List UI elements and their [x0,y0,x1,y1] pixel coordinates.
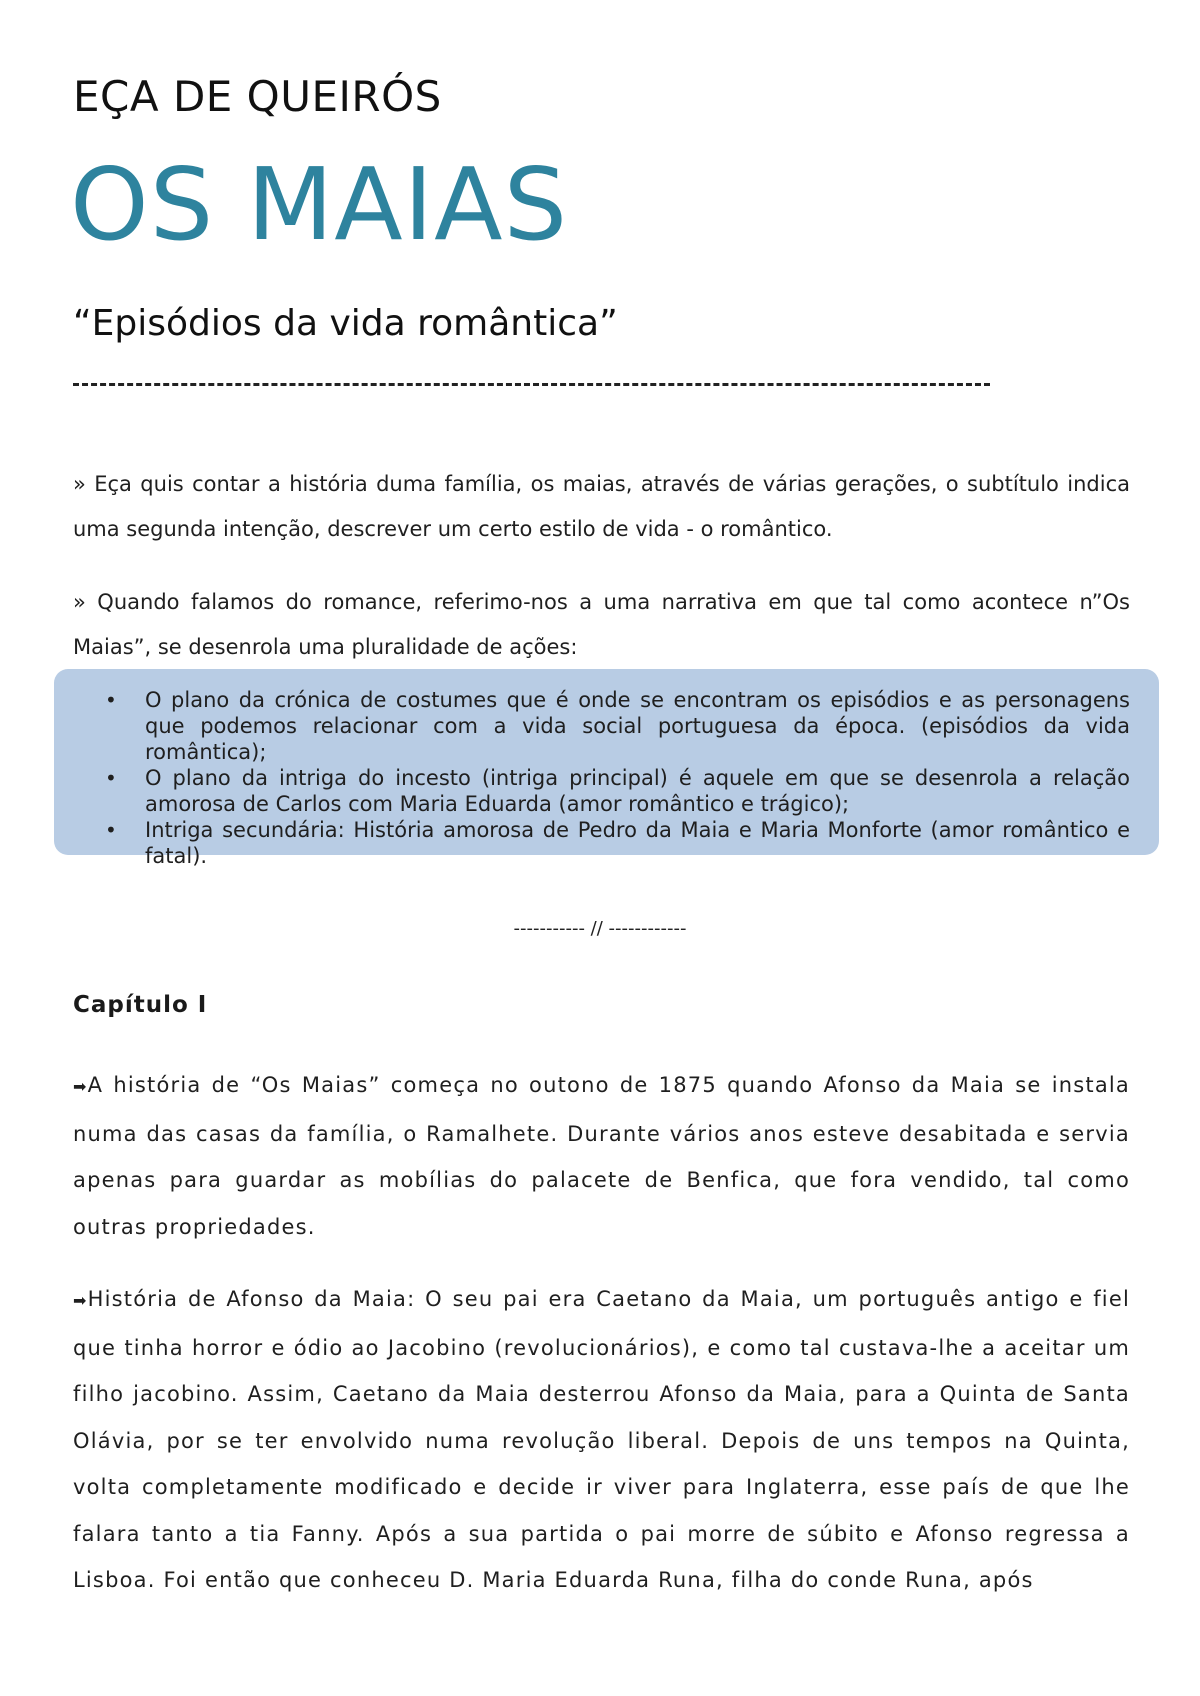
bullet-icon: • [105,818,117,842]
dashed-divider [73,383,990,386]
intro-paragraph-2: » Quando falamos do romance, referimo-nos a uma narrativa em que tal como acontece n”Os Maias”, se desenrola uma pluralidade de ações: [73,590,1130,659]
list-item [98,817,1130,869]
arrow-right-icon: ➡ [73,1291,88,1310]
chapter-heading: Capítulo I [73,992,208,1018]
arrow-right-icon: ➡ [73,1077,88,1096]
plot-lines-list [98,687,1130,869]
list-item-text: O plano da crónica de costumes que é onde se encontram os episódios e as personagens que podemos relacionar com a vida social portuguesa da época. (episódios da vida romântica); [145,688,1130,764]
bullet-icon: • [105,688,117,712]
list-item [98,765,1130,817]
list-item-text: O plano da intriga do incesto (intriga principal) é aquele em que se desenrola a relação amorosa de Carlos com Maria Eduarda (amor romântico e trágico); [145,766,1130,816]
list-item-text: Intriga secundária: História amorosa de Pedro da Maia e Maria Monforte (amor romântico e fatal). [145,818,1130,868]
author-heading: EÇA DE QUEIRÓS [73,72,442,121]
list-item [98,687,1130,765]
chapter-paragraph-text: História de Afonso da Maia: O seu pai era Caetano da Maia, um português antigo e fiel que tinha horror e ódio ao Jacobino (revolucionários), e como tal custava-lhe a aceitar um filho jacobino. Assim, Caetano da Maia desterrou Afonso da Maia, para a Quinta de Santa Olávia, por se ter envolvido numa revolução liberal. Depois de uns tempos na Quinta, volta completamente modificado e decide ir viver para Inglaterra, esse país de que lhe falara tanto a tia Fanny. Após a sua partida o pai morre de súbito e Afonso regressa a Lisboa. Foi então que conheceu D. Maria Eduarda Runa, filha do conde Runa, após [73,1287,1130,1592]
chapter-paragraph-2 [73,1276,1130,1604]
section-separator: ----------- // ------------ [513,918,687,939]
book-title: OS MAIAS [70,146,569,263]
bullet-icon: • [105,766,117,790]
chapter-paragraph-text: A história de “Os Maias” começa no outono de 1875 quando Afonso da Maia se instala numa das casas da família, o Ramalhete. Durante vários anos esteve desabitada e servia apenas para guardar as mobílias do palacete de Benfica, que fora vendido, tal como outras propriedades. [73,1073,1130,1239]
book-subtitle: “Episódios da vida romântica” [73,303,618,344]
intro-paragraph-1: » Eça quis contar a história duma família, os maias, através de várias gerações, o subtítulo indica uma segunda intenção, descrever um certo estilo de vida - o romântico. [73,472,1130,541]
chapter-paragraph-1 [73,1062,1130,1250]
